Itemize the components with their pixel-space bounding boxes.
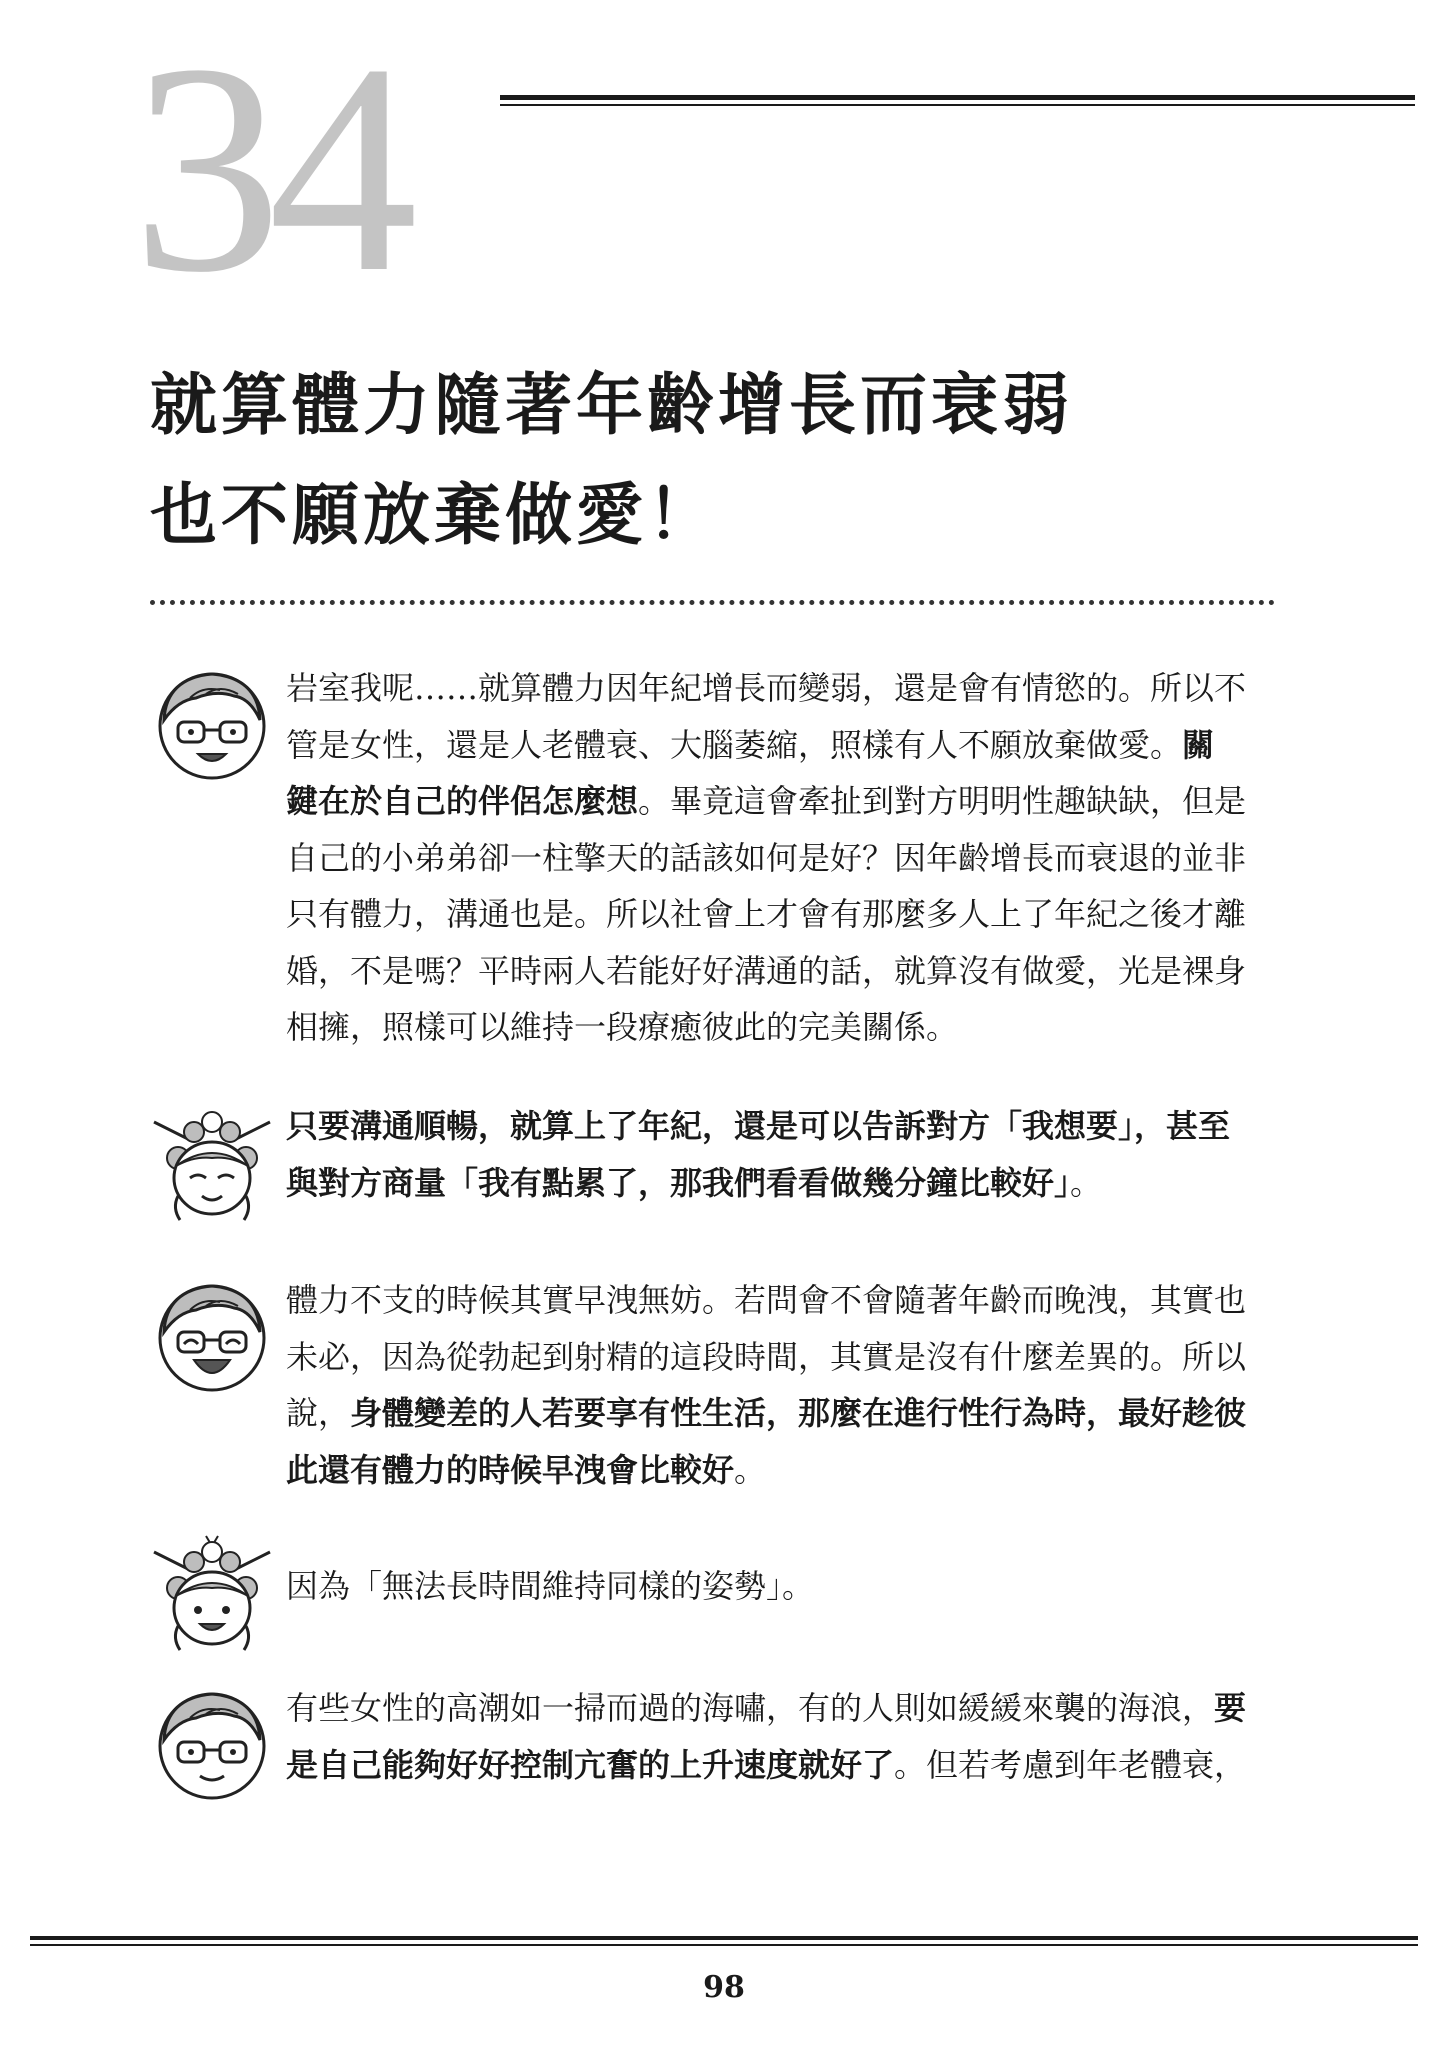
- page-number: 98: [703, 1970, 745, 2005]
- text-run: 。: [734, 1450, 767, 1489]
- text-run-bold: 關: [1182, 725, 1215, 764]
- text-run-bold: 身體變差的人若要享有性生活，那麼在進行性行為時，最好趁彼: [350, 1394, 1247, 1432]
- text-line: [286, 886, 1280, 943]
- text-run: 因為「無法長時間維持同樣的姿勢」。: [286, 1567, 815, 1605]
- chapter-title-line-1: 就算體力隨著年齡增長而衰弱: [150, 365, 1073, 444]
- text-line: [286, 943, 1280, 1000]
- text-line: [286, 660, 1280, 717]
- text-line: [286, 773, 1280, 830]
- man-avatar-icon: [150, 660, 274, 784]
- chapter-title-line-2: 也不願放棄做愛！: [150, 475, 718, 554]
- dialogue-text: [286, 1558, 1280, 1615]
- woman-smiling-avatar-icon: [150, 1530, 274, 1654]
- man-laughing-avatar-icon: [150, 1272, 274, 1396]
- text-line: [286, 1155, 1280, 1212]
- text-run-bold: 此還有體力的時候早洩會比較好: [286, 1450, 735, 1489]
- text-run: 管是女性，還是人老體衰、大腦萎縮，照樣有人不願放棄做愛。: [286, 725, 1183, 764]
- text-line: [286, 1558, 1280, 1615]
- text-run-bold: 與對方商量「我有點累了，那我們看看做幾分鐘比較好」: [286, 1163, 1071, 1202]
- woman-avatar-icon: [150, 1100, 274, 1224]
- text-run-bold: 只要溝通順暢，就算上了年紀，還是可以告訴對方「我想要」，甚至: [286, 1107, 1231, 1145]
- text-line: [286, 1737, 1280, 1794]
- text-line: [286, 1442, 1280, 1499]
- text-run: 。畢竟這會牽扯到對方明明性趣缺缺，但是: [638, 782, 1247, 820]
- text-line: [286, 1098, 1280, 1155]
- text-run: 。但若考慮到年老體衰，: [894, 1745, 1247, 1784]
- text-line: [286, 717, 1280, 774]
- text-run: 未必，因為從勃起到射精的這段時間，其實是沒有什麼差異的。所以: [286, 1337, 1247, 1376]
- text-line: [286, 1329, 1280, 1386]
- text-line: [286, 830, 1280, 887]
- man-avatar-icon: [150, 1680, 274, 1804]
- dialogue-section: [150, 1272, 1280, 1512]
- footer-rule: [30, 1936, 1418, 1946]
- chapter-title: [150, 350, 1330, 570]
- dialogue-section: [150, 1100, 1280, 1230]
- dialogue-section: [150, 1530, 1280, 1660]
- chapter-number: 34: [132, 2, 404, 334]
- text-run: 相擁，照樣可以維持一段療癒彼此的完美關係。: [286, 1008, 959, 1046]
- text-line: [286, 1272, 1280, 1329]
- text-run: 說，: [286, 1394, 351, 1432]
- text-run: 只有體力，溝通也是。所以社會上才會有那麼多人上了年紀之後才離: [286, 895, 1247, 933]
- text-line: [286, 1385, 1280, 1442]
- text-run-bold: 是自己能夠好好控制亢奮的上升速度就好了: [286, 1745, 895, 1784]
- text-run: 婚，不是嗎？平時兩人若能好好溝通的話，就算沒有做愛，光是裸身: [286, 951, 1247, 990]
- text-run: 自己的小弟弟卻一柱擎天的話該如何是好？因年齡增長而衰退的並非: [286, 838, 1247, 877]
- text-line: [286, 999, 1280, 1056]
- text-run: 體力不支的時候其實早洩無妨。若問會不會隨著年齡而晚洩，其實也: [286, 1281, 1247, 1319]
- text-line: [286, 1680, 1280, 1737]
- dialogue-section: [150, 1680, 1280, 1810]
- text-run: 。: [1070, 1163, 1103, 1202]
- text-run-bold: 要: [1214, 1689, 1247, 1727]
- dialogue-text: [286, 660, 1280, 1056]
- text-run: 有些女性的高潮如一掃而過的海嘯，有的人則如緩緩來襲的海浪，: [286, 1689, 1215, 1727]
- text-run-bold: 鍵在於自己的伴侶怎麼想: [286, 782, 639, 820]
- header-rule: [500, 95, 1415, 106]
- dialogue-section: [150, 660, 1280, 1060]
- dotted-divider: [150, 600, 1275, 605]
- dialogue-text: [286, 1272, 1280, 1498]
- dialogue-text: [286, 1098, 1280, 1211]
- text-run: 岩室我呢……就算體力因年紀增長而變弱，還是會有情慾的。所以不: [286, 669, 1247, 707]
- dialogue-text: [286, 1680, 1280, 1793]
